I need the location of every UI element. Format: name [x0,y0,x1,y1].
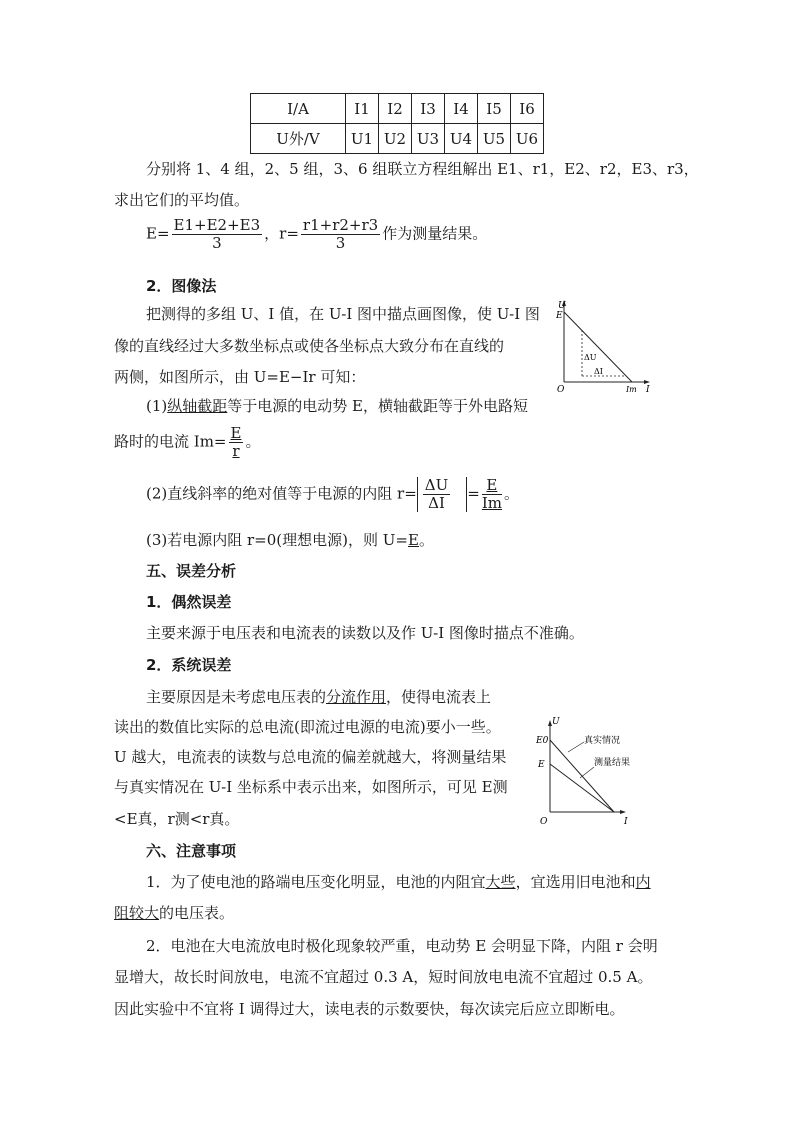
table-header-current: I/A [251,94,346,124]
table-cell: U4 [445,124,478,154]
table-cell: U1 [346,124,379,154]
table-cell: U6 [511,124,544,154]
delta-i-label: ΔI [594,367,603,376]
table-cell: I2 [379,94,412,124]
paragraph-line: 读出的数值比实际的总电流(即流过电源的电流)要小一些。 [114,718,501,736]
ui-graph-figure [552,296,656,396]
average-formula: E= $\frac{E1+E2+E3}{3}$ ，r= $\frac{r1+r2+r3}{3}$ 作为测量结果。 [146,216,488,252]
section-heading: 2．图像法 [146,277,217,295]
item-3: (3)若电源内阻 r=0(理想电源)，则 U=E。 [146,531,434,549]
table-cell: U5 [478,124,511,154]
table-row [251,124,544,154]
origin-label: O [540,817,548,827]
origin-label: O [557,385,565,395]
axis-label-u: U [558,301,566,311]
table-cell: U3 [412,124,445,154]
table-cell: U2 [379,124,412,154]
paragraph-line: 与真实情况在 U-I 坐标系中表示出来，如图所示，可见 E测 [114,778,508,796]
paragraph-line: 主要来源于电压表和电流表的读数以及作 U-I 图像时描点不准确。 [146,624,584,642]
table-header-voltage: U外/V [251,124,346,154]
paragraph-line: 把测得的多组 U、I 值，在 U-I 图中描点画图像，使 U-I 图 [146,305,540,323]
paragraph-line: 2．电池在大电流放电时极化现象较严重，电动势 E 会明显下降，内阻 r 会明 [146,937,658,955]
table-cell: I3 [412,94,445,124]
intercept-label-e0: E0 [536,736,549,746]
table-cell: I6 [511,94,544,124]
item-1-line-2: 路时的电流 Im= $\frac{E}{r}$ 。 [114,424,261,460]
table-row [251,94,544,124]
measured-leader [580,767,594,778]
delta-u-label: ΔU [584,353,597,362]
section-heading: 2．系统误差 [146,656,232,674]
x-axis-arrow-icon [644,380,650,384]
true-leader [568,742,584,752]
item-1-line-1: (1)纵轴截距等于电源的电动势 E，横轴截距等于外电路短 [146,397,528,415]
measured-line [550,764,614,812]
paragraph-line: U 越大，电流表的读数与总电流的偏差就越大，将测量结果 [114,748,507,766]
axis-label-i: I [624,817,628,827]
x-axis-arrow-icon [620,810,626,814]
paragraph-line: 求出它们的平均值。 [114,191,250,209]
item-2: (2)直线斜率的绝对值等于电源的内阻 r= $\frac{\Delta U}{\Delta I}$ = $\frac{E}{Im}$ 。 [146,476,519,512]
paragraph-line: 显增大，故长时间放电，电流不宜超过 0.3 A，短时间放电电流不宜超过 0.5 A。 [114,968,653,986]
axis-label-i: I [646,385,650,395]
paragraph-line: <E真，r测<r真。 [114,810,240,828]
paragraph-line: 主要原因是未考虑电压表的分流作用，使得电流表上 [146,688,492,706]
true-label: 真实情况 [584,736,621,746]
intercept-label-im: Im [626,385,637,394]
table-cell: I5 [478,94,511,124]
data-table [250,93,544,154]
paragraph-line: 两侧，如图所示，由 U=E−Ir 可知： [114,368,366,386]
section-heading: 五、误差分析 [146,562,237,580]
measurement-comparison-figure [530,712,640,832]
intercept-label-e: E [556,311,563,321]
table-cell: I1 [346,94,379,124]
paragraph-line: 像的直线经过大多数坐标点或使各坐标点大致分布在直线的 [114,337,505,355]
axis-label-u: U [552,717,560,727]
measured-label: 测量结果 [594,758,631,768]
note-1-line-2: 阻较大的电压表。 [114,904,235,922]
intercept-label-e: E [538,760,545,770]
paragraph-line: 分别将 1、4 组，2、5 组，3、6 组联立方程组解出 E1、r1，E2、r2，E3、r3， [146,160,699,178]
table-cell: I4 [445,94,478,124]
section-heading: 1．偶然误差 [146,593,232,611]
true-line [550,740,614,812]
paragraph-line: 因此实验中不宜将 I 调得过大，读电表的示数要快，每次读完后应立即断电。 [114,1000,625,1018]
section-heading: 六、注意事项 [146,842,237,860]
note-1-line-1: 1．为了使电池的路端电压变化明显，电池的内阻宜大些，宜选用旧电池和内 [146,873,651,891]
